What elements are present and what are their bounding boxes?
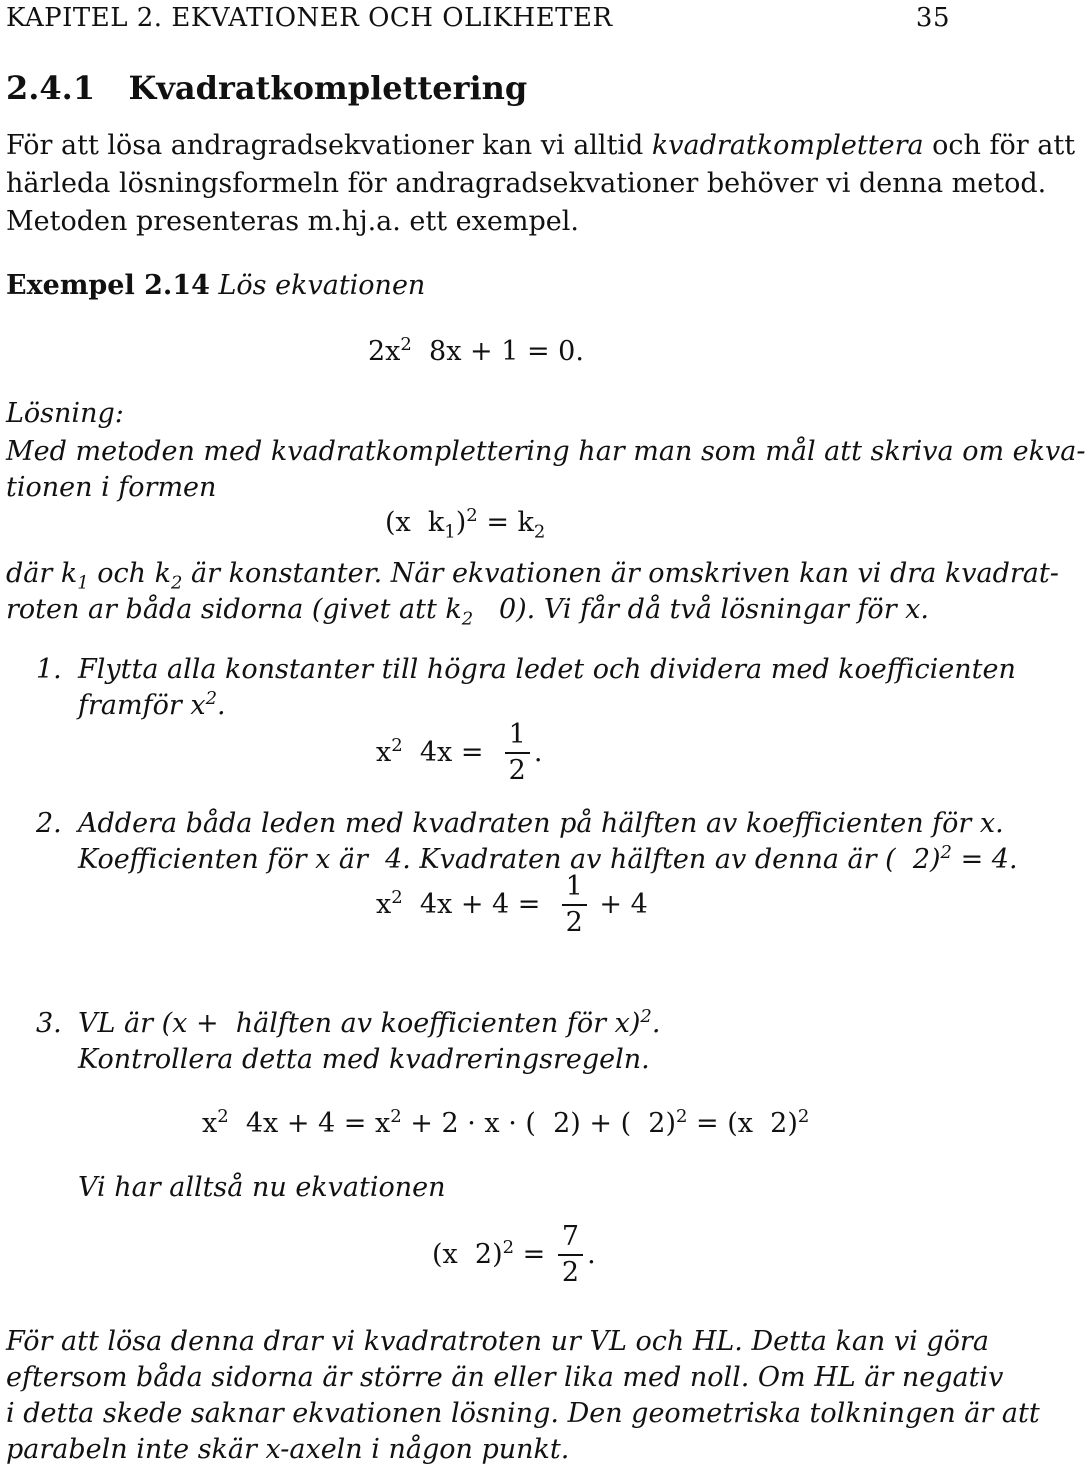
step-1-line-2: framför $x^2$. xyxy=(78,688,226,721)
example-label: Exempel 2.14 xyxy=(6,270,210,301)
section-heading xyxy=(6,70,527,106)
intro-line-3: Metoden presenteras m.hj.a. ett exempel. xyxy=(6,206,579,237)
section-number: 2.4.1 xyxy=(6,69,96,107)
fraction: $\frac{7}{2}$ xyxy=(558,1220,583,1290)
closing-line-3: i detta skede saknar ekvationen lösning. Den geometriska tolkningen är att xyxy=(6,1398,1040,1429)
step-2-line-1: Addera båda leden med kvadraten på hälften av koefficienten för x. xyxy=(78,808,1004,839)
step-3-line-2: Kontrollera detta med kvadreringsregeln. xyxy=(78,1044,650,1075)
step-3-number: 3. xyxy=(36,1008,62,1039)
intro-line-1: För att lösa andragradsekvationer kan vi alltid kvadratkomplettera och för att xyxy=(6,130,1076,161)
final-equation: (x 2)$^2$ = $\frac{7}{2}$ . xyxy=(432,1221,596,1288)
closing-line-4: parabeln inte skär x-axeln i någon punkt. xyxy=(6,1434,570,1465)
target-form-equation: (x $k_1)^2 = k_2$ xyxy=(385,505,546,543)
fraction: $\frac{1}{2}$ xyxy=(562,870,587,940)
solution-label: Lösning: xyxy=(6,398,124,429)
step-1-number: 1. xyxy=(36,654,62,685)
example-task: Lös ekvationen xyxy=(218,270,426,301)
section-title: Kvadratkomplettering xyxy=(128,69,528,107)
method-line-2: tionen i formen xyxy=(6,472,217,503)
step-2-equation: $x^2$ 4x + 4 = $\frac{1}{2}$ + 4 xyxy=(376,871,648,938)
example-equation: $2x^2$ 8x + 1 = 0. xyxy=(368,334,584,367)
page-number: 35 xyxy=(915,3,950,33)
where-line: där $k_1$ och $k_2$ är konstanter. När ekvationen är omskriven kan vi dra kvadrat- xyxy=(6,558,1059,594)
roots-line: roten ar båda sidorna (givet att $k_2$ 0). Vi får då två lösningar för x. xyxy=(6,594,929,630)
step-1-equation: $x^2$ 4x = $\frac{1}{2}$ . xyxy=(376,719,543,786)
step-3-line-1: VL är (x + hälften av koefficienten för x)$^2$. xyxy=(78,1006,661,1039)
step-3-equation: $x^2$ $4x + 4 = x^2 + 2 \cdot x$ · ( 2) + ( 2)$^2$ = (x 2)$^2$ xyxy=(202,1106,810,1139)
example-heading xyxy=(6,268,425,304)
conclusion-line: Vi har alltså nu ekvationen xyxy=(78,1172,446,1203)
closing-line-2: eftersom båda sidorna är större än eller lika med noll. Om HL är negativ xyxy=(6,1362,1004,1393)
step-2-number: 2. xyxy=(36,808,62,839)
step-2-line-2: Koefficienten för x är 4. Kvadraten av hälften av denna är ( 2)$^2$ = 4. xyxy=(78,842,1018,875)
running-header xyxy=(6,0,613,36)
method-line-1: Med metoden med kvadratkomplettering har man som mål att skriva om ekva- xyxy=(6,436,1086,467)
intro-line-2: härleda lösningsformeln för andragradsekvationer behöver vi denna metod. xyxy=(6,168,1047,199)
step-1-line-1: Flytta alla konstanter till högra ledet och dividera med koefficienten xyxy=(78,654,1016,685)
closing-line-1: För att lösa denna drar vi kvadratroten ur VL och HL. Detta kan vi göra xyxy=(6,1326,989,1357)
fraction: $\frac{1}{2}$ xyxy=(505,718,530,788)
emphasis-term: kvadratkomplettera xyxy=(651,130,924,161)
chapter-title: KAPITEL 2. EKVATIONER OCH OLIKHETER xyxy=(6,3,613,33)
